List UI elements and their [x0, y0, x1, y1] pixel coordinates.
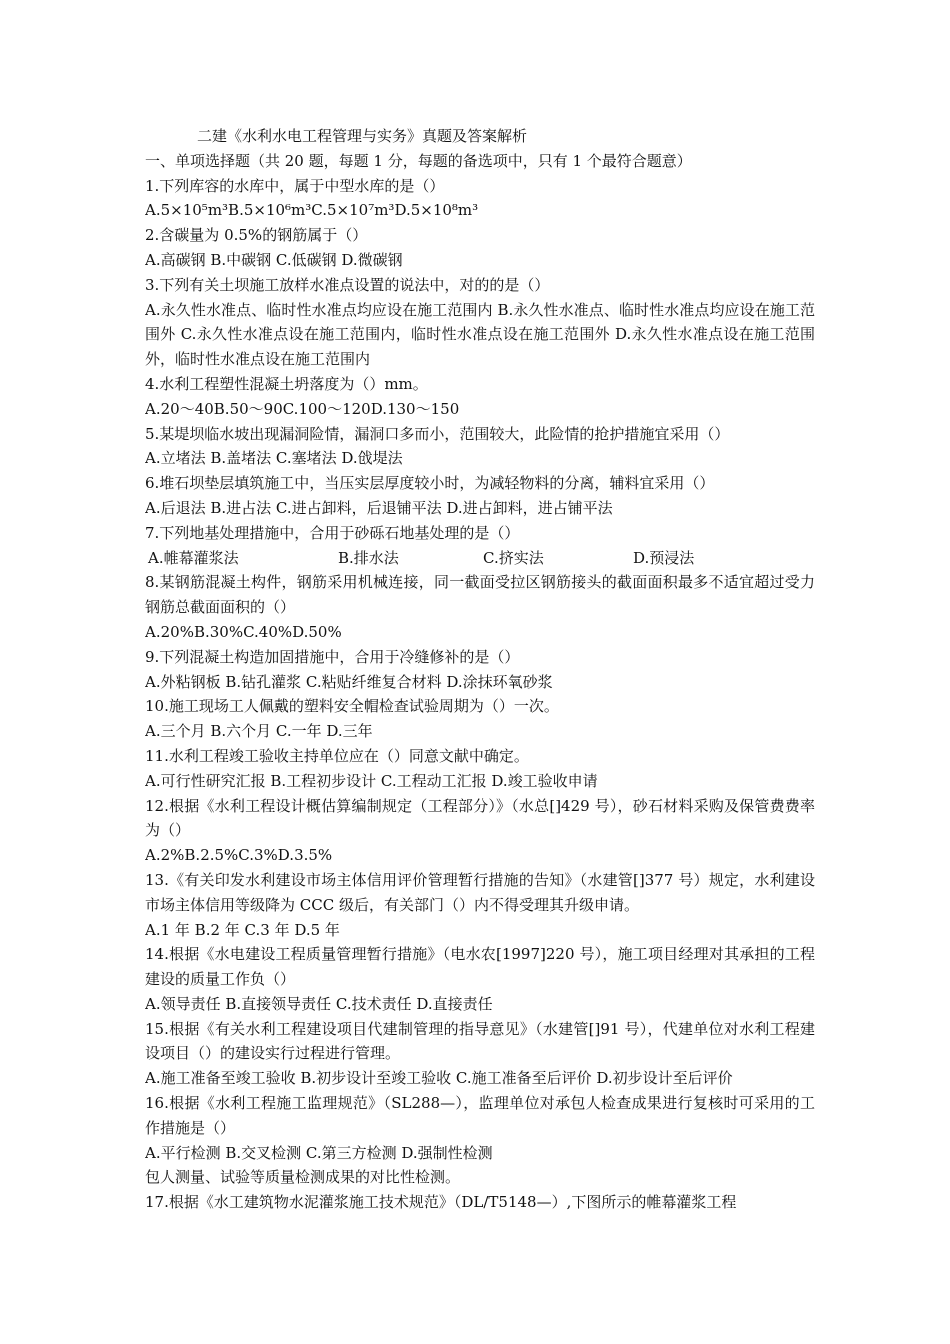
question-6: 6.堆石坝垫层填筑施工中，当压实层厚度较小时，为减轻物料的分离，辅料宜采用（）: [145, 474, 715, 493]
question-1-options: A.5×10⁵m³B.5×10⁶m³C.5×10⁷m³D.5×10⁸m³: [145, 201, 479, 220]
question-16: 16.根据《水利工程施工监理规范》（SL288—），监理单位对承包人检查成果进行复核时可采用的工作措施是（）: [145, 1094, 815, 1137]
question-3-options: A.永久性水准点、临时性水准点均应设在施工范围内 B.永久性水准点、临时性水准点均应设在施工范围外 C.永久性水准点设在施工范围内，临时性水准点设在施工范围外 D.永久性水准点设在施工范围外，临时性水准点设在施工范围内: [145, 300, 815, 369]
question-7-options: [145, 546, 815, 571]
question-7-option-a: A.帷幕灌浆法: [148, 548, 239, 567]
question-10-options: A.三个月 B.六个月 C.一年 D.三年: [145, 722, 373, 741]
question-14: 14.根据《水电建设工程质量管理暂行措施》（电水农[1997]220 号），施工项目经理对其承担的工程建设的质量工作负（）: [145, 945, 815, 989]
question-14-options: A.领导责任 B.直接领导责任 C.技术责任 D.直接责任: [145, 994, 493, 1013]
question-11: 11.水利工程竣工验收主持单位应在（）同意文献中确定。: [145, 746, 529, 765]
question-10: 10.施工现场工人佩戴的塑料安全帽检查试验周期为（）一次。: [145, 697, 559, 716]
question-16-options: A.平行检测 B.交叉检测 C.第三方检测 D.强制性检测: [145, 1143, 493, 1162]
question-13-options: A.1 年 B.2 年 C.3 年 D.5 年: [145, 920, 340, 939]
question-7-option-c: C.挤实法: [483, 548, 544, 567]
question-15-options: A.施工准备至竣工验收 B.初步设计至竣工验收 C.施工准备至后评价 D.初步设计至后评价: [145, 1069, 733, 1088]
question-13: 13.《有关印发水利建设市场主体信用评价管理暂行措施的告知》（水建管[]377 号）规定，水利建设市场主体信用等级降为 CCC 级后，有关部门（）内不得受理其升级申请。: [145, 870, 815, 914]
question-5: 5.某堤坝临水坡出现漏洞险情，漏洞口多而小，范围较大，此险情的抢护措施宜采用（）: [145, 424, 730, 443]
question-6-options: A.后退法 B.进占法 C.进占卸料，后退铺平法 D.进占卸料，进占铺平法: [145, 498, 613, 517]
question-3: 3.下列有关土坝施工放样水准点设置的说法中，对的的是（）: [145, 275, 550, 294]
question-12: 12.根据《水利工程设计概估算编制规定（工程部分）》（水总[]429 号），砂石材料采购及保管费费率为（）: [145, 796, 815, 840]
question-4-options: A.20～40B.50～90C.100～120D.130～150: [145, 399, 460, 418]
question-17: 17.根据《水工建筑物水泥灌浆施工技术规范》（DL/T5148—）,下图所示的帷幕灌浆工程: [145, 1193, 737, 1212]
question-2: 2.含碳量为 0.5%的钢筋属于（）: [145, 226, 368, 245]
question-9: 9.下列混凝土构造加固措施中，合用于冷缝修补的是（）: [145, 647, 520, 666]
document-title: 二建《水利水电工程管理与实务》真题及答案解析: [197, 127, 528, 145]
question-7-option-d: D.预浸法: [633, 548, 695, 567]
question-12-options: A.2%B.2.5%C.3%D.3.5%: [145, 846, 333, 865]
document-body: [145, 124, 815, 1215]
question-8: 8.某钢筋混凝土构件，钢筋采用机械连接，同一截面受拉区钢筋接头的截面面积最多不适宜超过受力钢筋总截面面积的（）: [145, 573, 815, 617]
question-16-note: 包人测量、试验等质量检测成果的对比性检测。: [145, 1168, 461, 1187]
question-2-options: A.高碳钢 B.中碳钢 C.低碳钢 D.微碳钢: [145, 250, 403, 269]
question-8-options: A.20%B.30%C.40%D.50%: [145, 622, 342, 641]
question-11-options: A.可行性研究汇报 B.工程初步设计 C.工程动工汇报 D.竣工验收申请: [145, 771, 598, 790]
question-1: 1.下列库容的水库中，属于中型水库的是（）: [145, 176, 445, 195]
question-15: 15.根据《有关水利工程建设项目代建制管理的指导意见》（水建管[]91 号），代建单位对水利工程建设项目（）的建设实行过程进行管理。: [145, 1019, 815, 1063]
question-5-options: A.立堵法 B.盖堵法 C.塞堵法 D.戗堤法: [145, 449, 403, 468]
question-7: 7.下列地基处理措施中，合用于砂砾石地基处理的是（）: [145, 523, 520, 542]
question-4: 4.水利工程塑性混凝土坍落度为（）mm。: [145, 374, 428, 393]
question-9-options: A.外粘钢板 B.钻孔灌浆 C.粘贴纤维复合材料 D.涂抹环氧砂浆: [145, 672, 553, 691]
section-heading: 一、单项选择题（共 20 题，每题 1 分，每题的备选项中，只有 1 个最符合题意）: [145, 151, 692, 170]
question-7-option-b: B.排水法: [338, 548, 399, 567]
